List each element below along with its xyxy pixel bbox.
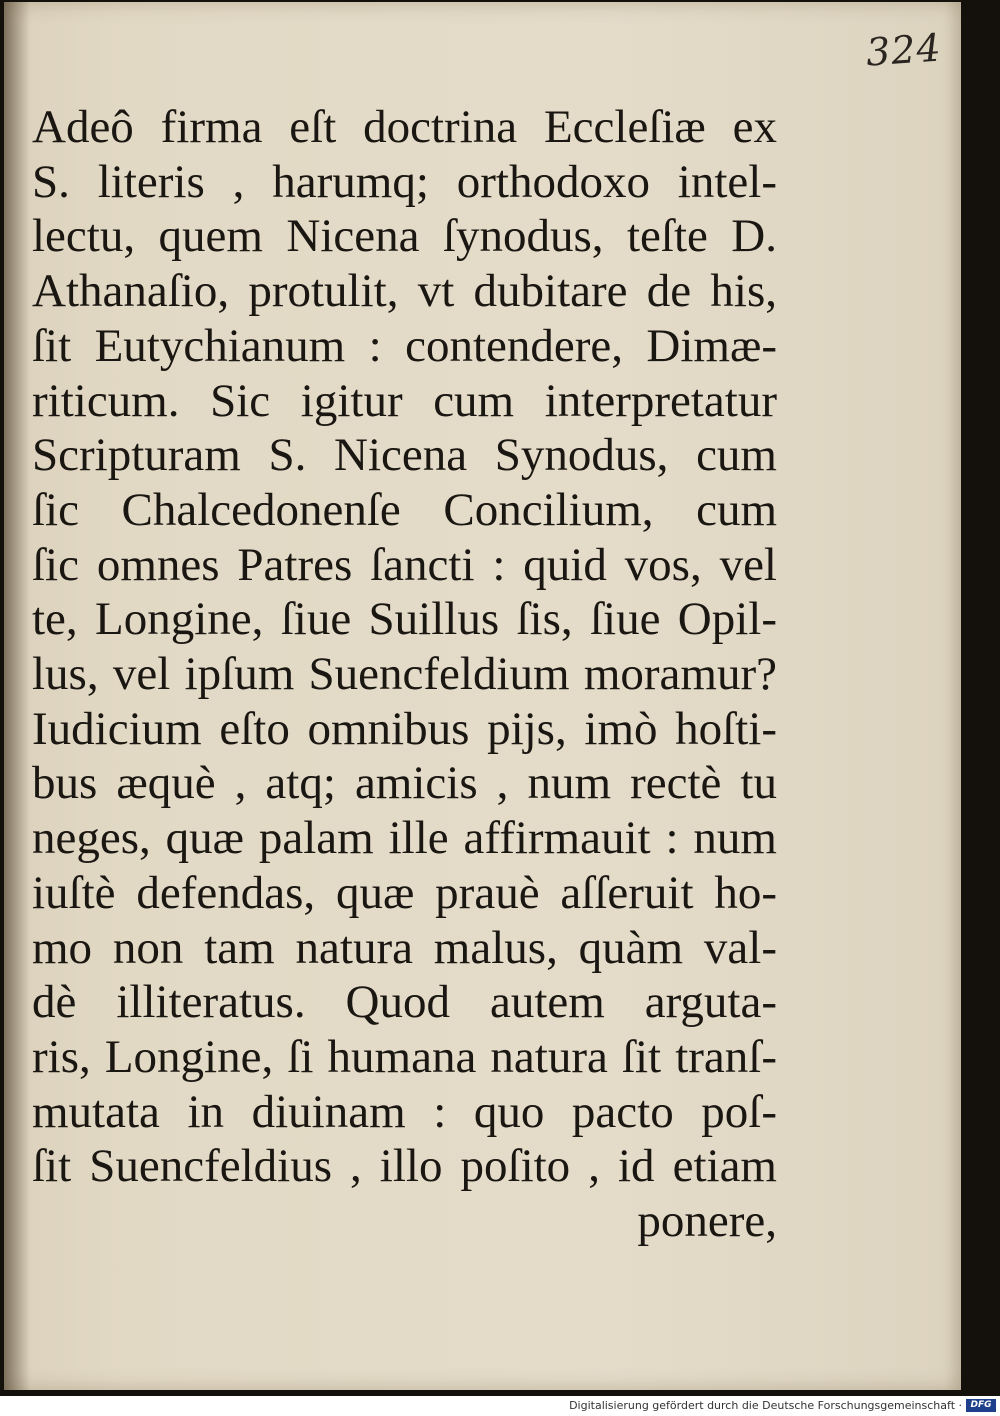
- text-line-13: bus æquè , atq; amicis , num rectè tu: [32, 757, 777, 810]
- text-line-10: te, Longine, ſiue Suillus ſis, ſiue Opil-: [32, 593, 777, 646]
- text-line-1: Adeô firma eſt doctrina Eccleſiæ ex: [32, 101, 777, 153]
- book-page: [4, 2, 961, 1390]
- body-text: [32, 100, 777, 1249]
- page-gutter-shadow: [4, 2, 30, 1390]
- text-line-3: lectu, quem Nicena ſynodus, teſte D.: [32, 210, 777, 263]
- text-line-20: ſit Suencfeldius , illo poſito , id etiam: [32, 1140, 777, 1193]
- text-line-11: lus, vel ipſum Suencfeldium moramur?: [32, 648, 777, 701]
- text-line-18: ris, Longine, ſi humana natura ſit tranſ-: [32, 1030, 777, 1083]
- text-line-12: Iudicium eſto omnibus pijs, imò hoſti-: [32, 702, 777, 755]
- text-line-8: ſic Chalcedonenſe Concilium, cum: [32, 483, 777, 536]
- text-line-9: ſic omnes Patres ſancti : quid vos, vel: [32, 538, 777, 591]
- text-line-14: neges, quæ palam ille affirmauit : num: [32, 812, 777, 865]
- footer-bar: [0, 1396, 1000, 1416]
- text-line-6: riticum. Sic igitur cum interpretatur: [32, 374, 777, 427]
- digitization-credit: Digitalisierung gefördert durch die Deutsche Forschungsgemeinschaft ·: [569, 1399, 962, 1412]
- text-line-16: mo non tam natura malus, quàm val-: [32, 921, 777, 974]
- text-line-2: S. literis , harumq; orthodoxo intel-: [32, 155, 777, 208]
- catchword: ponere,: [637, 1195, 777, 1248]
- text-line-4: Athanaſio, protulit, vt dubitare de his,: [32, 265, 777, 318]
- text-line-17: dè illiteratus. Quod autem arguta-: [32, 976, 777, 1029]
- folio-number: 324: [864, 25, 943, 75]
- text-line-19: mutata in diuinam : quo pacto poſ-: [32, 1085, 777, 1138]
- text-line-7: Scripturam S. Nicena Synodus, cum: [32, 429, 777, 482]
- dfg-logo[interactable]: DFG: [966, 1399, 996, 1412]
- text-line-5: ſit Eutychianum : contendere, Dimæ-: [32, 319, 777, 372]
- text-line-15: iuſtè defendas, quæ prauè aſſeruit ho-: [32, 866, 777, 919]
